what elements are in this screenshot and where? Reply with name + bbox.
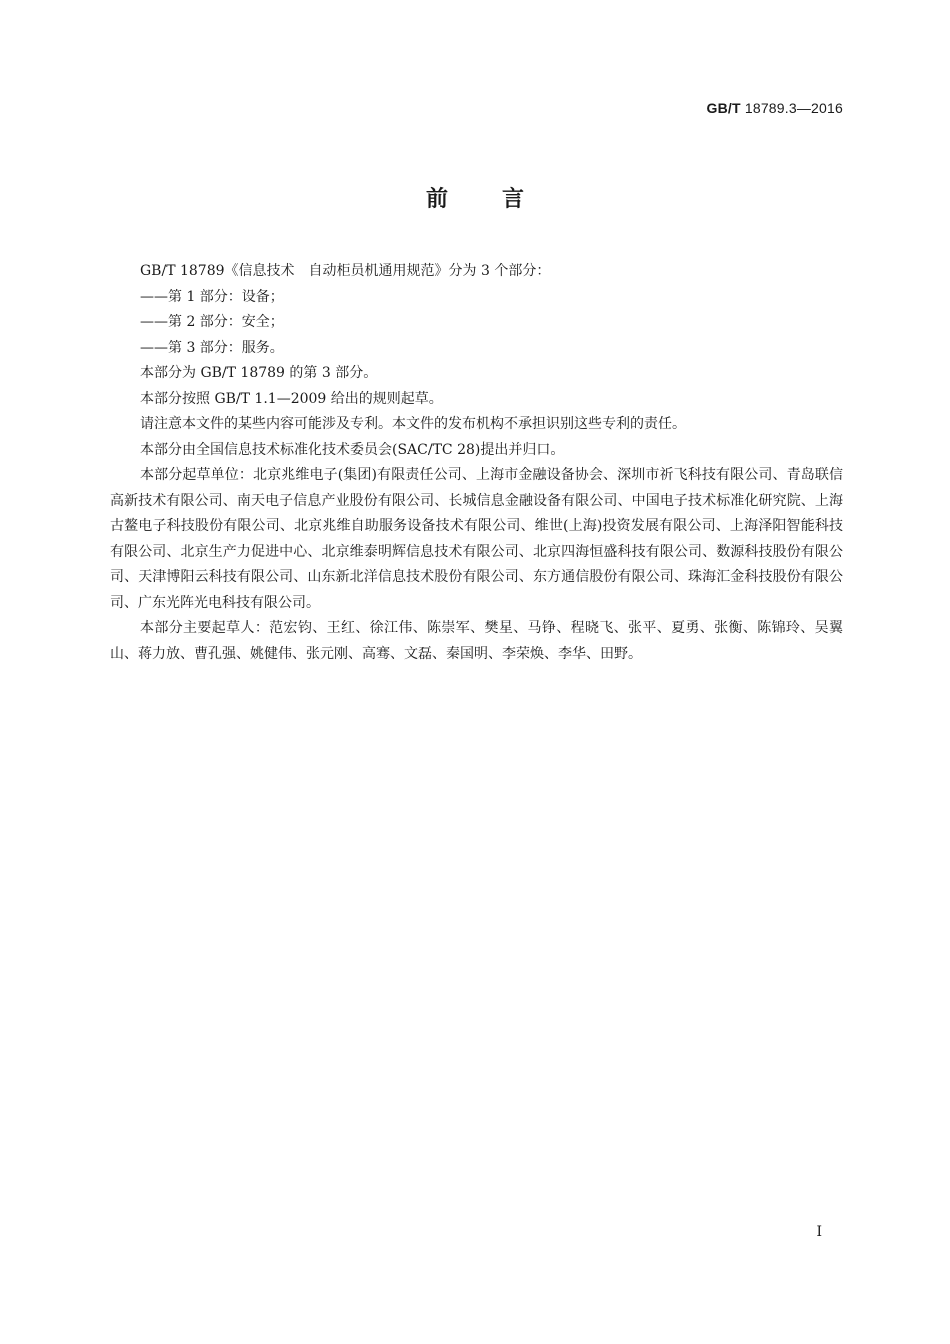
page-header [707, 100, 844, 116]
standard-prefix: GB/T [706, 100, 741, 116]
paragraph-committee: 本部分由全国信息技术标准化技术委员会(SAC/TC 28)提出并归口。 [140, 441, 565, 458]
foreword-body [110, 259, 843, 667]
title-char-1: 前 [425, 187, 448, 212]
paragraph-part-2: ——第 2 部分：安全； [140, 314, 284, 330]
paragraph-intro: GB/T 18789《信息技术 自动柜员机通用规范》分为 3 个部分： [140, 263, 551, 279]
standard-number: 18789.3—2016 [744, 100, 843, 116]
paragraph-patent-notice: 请注意本文件的某些内容可能涉及专利。本文件的发布机构不承担识别这些专利的责任。 [140, 416, 686, 432]
title-char-2: 言 [502, 187, 525, 212]
paragraph-part-1: ——第 1 部分：设备； [140, 288, 284, 305]
paragraph-drafters: 本部分主要起草人：范宏钧、王红、徐江伟、陈崇军、樊星、马铮、程晓飞、张平、夏勇、张衡、陈锦玲、吴翼山、蒋力放、曹孔强、姚健伟、张元刚、高骞、文磊、秦国明、李荣焕、李华、田野。 [110, 620, 843, 662]
paragraph-scope: 本部分为 GB/T 18789 的第 3 部分。 [140, 365, 378, 381]
paragraph-drafting-units: 本部分起草单位：北京兆维电子(集团)有限责任公司、上海市金融设备协会、深圳市祈飞科技有限公司、青岛联信高新技术有限公司、南天电子信息产业股份有限公司、长城信息金融设备有限公司、中国电子技术标准化研究院、上海古鳌电子科技股份有限公司、北京兆维自助服务设备技术有限公司、维世(上海)投资发展有限公司、上海泽阳智能科技有限公司、北京生产力促进中心、北京维泰明辉信息技术有限公司、北京四海恒盛科技有限公司、数源科技股份有限公司、天津博阳云科技有限公司、山东新北洋信息技术股份有限公司、东方通信股份有限公司、珠海汇金科技股份有限公司、广东光阵光电科技有限公司。 [110, 467, 843, 611]
page-number: I [816, 1224, 822, 1240]
page-title [0, 182, 950, 213]
paragraph-drafting-rules: 本部分按照 GB/T 1.1—2009 给出的规则起草。 [140, 390, 443, 407]
paragraph-part-3: ——第 3 部分：服务。 [140, 339, 284, 356]
